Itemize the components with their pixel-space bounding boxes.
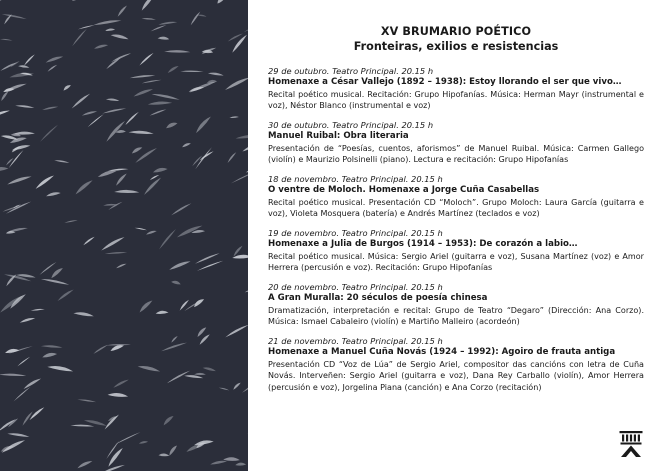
feather-shape [0,61,17,71]
feather-shape [190,11,201,26]
feather-shape [247,431,248,434]
feather-shape [194,373,206,375]
event-item [268,228,644,273]
feather-shape [78,24,95,29]
feather-shape [138,299,153,314]
event-date: 30 de outubro. Teatro Principal. 20.15 h [268,120,434,131]
feather-shape [81,110,97,116]
feather-shape [130,74,156,78]
feather-shape [45,55,63,64]
feather-shape [77,399,96,403]
feather-shape [170,202,191,216]
feather-shape [149,108,166,116]
feather-shape [34,174,54,190]
feather-shape [42,105,58,110]
event-date: 18 de novembro. Teatro Principal. 20.15 h [268,174,443,185]
feather-shape [11,143,30,151]
feather-shape [1,438,26,453]
event-title: Homenaxe a Julia de Burgos (1914 – 1953): De corazón a labio… [268,239,578,250]
feather-shape [108,168,129,171]
feather-shape [0,109,10,117]
feather-shape [4,273,32,282]
feather-shape [194,115,211,134]
event-date: 21 de novembro. Teatro Principal. 20.15 h [268,336,443,347]
feather-shape [41,277,70,285]
feather-shape [167,64,179,73]
event-description: Recital poético musical. Recitación: Grupo Hipofanías. Música: Herman Mayr (instrumental e voz), Néstor Blanco (instrumental e voz) [268,89,644,110]
feather-shape [6,226,28,233]
feather-shape [158,228,176,250]
feather-shape [18,64,30,68]
feather-shape [106,344,131,346]
feather-shape [9,60,19,68]
event-title: Homenaxe a César Vallejo (1892 – 1938): Estoy llorando el ser que vivo… [268,77,622,87]
feather-shape [0,418,16,432]
feather-shape [71,92,91,109]
event-title: A Gran Muralla: 20 séculos de poesía chinesa [268,293,488,304]
feather-shape [62,84,71,92]
feather-shape [47,64,58,72]
feather-shape [141,18,156,21]
page-subtitle: Fronteiras, exilios e resistencias [353,40,559,53]
feather-shape [199,150,214,161]
feather-shape [93,344,109,355]
event-description: Recital poético musical. Música: Sergio Ariel (guitarra e voz), Susana Martínez (voz) e Amor Herrera (percusión e voz). Recitación: Grupo Hipofanías [268,251,644,273]
feather-shape [115,431,141,444]
feather-shape [114,190,139,193]
feather-shape [150,24,166,32]
feather-shape [7,174,32,185]
event-description: Presentación de “Poesías, cuentos, aforismos” de Manuel Ruibal. Música: Carmen Gallego (violín) e Maurizio Polsinelli (piano). Lectura e recitación: Grupo Hipofanías [268,143,644,164]
feather-shape [128,130,153,135]
event-item [268,120,644,165]
feather-shape [181,142,191,148]
feather-shape [23,54,35,66]
event-title: Homenaxe a Manuel Cuña Novás (1924 – 1992): Agoiro de frauta antiga [268,347,616,358]
feather-shape [133,87,153,97]
feather-shape [87,114,104,128]
feather-pattern-svg [0,0,248,471]
feather-shape [70,424,94,426]
feather-shape [247,238,248,246]
feather-shape [227,151,237,163]
feather-shape [229,116,239,118]
feather-shape [0,0,8,10]
feather-shape [223,457,240,461]
feather-shape [19,316,35,323]
feather-shape [71,0,82,2]
feather-shape [0,373,26,376]
feather-shape [142,79,162,84]
feather-shape [106,446,123,467]
feather-shape [103,413,119,430]
feather-shape [73,311,94,317]
feather-shape [162,414,174,426]
feather-shape [116,263,127,269]
feather-shape [131,145,143,154]
feather-shape [235,134,248,139]
feather-shape [203,366,217,372]
feather-shape [152,92,181,100]
event-title: O ventre de Moloch. Homenaxe a Jorge Cuña Casabellas [268,185,540,196]
feather-shape [139,52,154,66]
feather-shape [110,33,129,40]
event-description: Recital poético musical. Presentación CD “Moloch”. Grupo Moloch: Laura García (guitarra e voz), Violeta Mosquera (batería) e Andrés Martínez (teclados e voz) [268,197,644,218]
feather-shape [111,52,132,62]
feather-shape [170,335,178,343]
feather-shape [196,326,207,338]
feather-pattern-illustration [0,0,248,471]
feather-shape [210,460,227,466]
feather-shape [93,19,121,26]
feather-shape [100,235,125,251]
feather-shape [244,287,248,293]
feather-shape [13,386,31,401]
feather-shape [39,124,58,142]
event-description: Dramatización, interpretación e recital: Grupo de Teatro “Degaro” (Dirección: Ana Corzo). Música: Ismael Cabaleiro (violín) e Martiño Malleiro (acordeón) [268,305,644,327]
feather-shape [139,440,149,444]
feather-shape [148,101,173,106]
feather-shape [242,143,248,153]
feather-shape [161,341,188,352]
feather-shape [166,369,190,383]
feather-shape [194,252,219,264]
feather-shape [164,50,190,53]
feather-shape [195,147,213,170]
feather-shape [47,364,73,372]
feather-shape [180,71,203,72]
feather-shape [235,462,246,466]
feather-shape [105,252,128,255]
feather-shape [64,220,78,224]
feather-shape [140,0,155,11]
feather-shape [108,392,129,397]
feather-shape [108,201,123,211]
feather-shape [23,377,42,390]
feather-shape [5,348,20,354]
feather-shape [231,171,248,184]
feather-shape [241,376,248,393]
feather-shape [115,172,128,186]
feather-shape [165,121,178,129]
feather-shape [225,323,248,337]
feather-shape [155,310,168,314]
feather-shape [0,38,13,41]
feather-shape [8,292,26,309]
feather-shape [8,149,24,168]
feather-shape [243,20,248,32]
event-item [268,336,644,392]
feather-shape [208,72,224,76]
event-item [268,66,644,111]
feather-shape [2,13,27,20]
feather-shape [42,352,58,359]
feather-shape [113,378,129,388]
feather-shape [116,4,127,17]
feather-shape [152,166,167,173]
feather-shape [135,227,148,231]
feather-shape [219,387,230,391]
feather-shape [245,163,248,173]
feather-shape [247,55,248,72]
feather-shape [54,159,69,163]
feather-shape [83,236,95,246]
venue-logo-svg [619,430,643,458]
feather-shape [71,28,87,46]
feather-shape [216,0,226,4]
feather-shape [158,453,169,456]
feather-shape [94,43,109,49]
feather-shape [105,28,115,31]
feather-shape [146,229,157,235]
feather-shape [171,280,181,286]
feather-shape [99,463,125,471]
feather-shape [124,111,139,125]
feather-shape [31,308,45,311]
page-title: XV BRUMARIO POÉTICO [380,25,532,38]
feather-shape [158,36,170,40]
feather-shape [41,345,63,349]
feather-shape [106,98,120,102]
event-date: 20 de novembro. Teatro Principal. 20.15 h [268,282,443,293]
feather-shape [17,356,30,367]
event-item [268,282,644,327]
program-content [268,24,644,402]
feather-shape [0,293,24,313]
feather-shape [158,21,177,25]
venue-logo-icon [619,430,643,458]
event-date: 19 de novembro. Teatro Principal. 20.15 h [268,228,443,239]
feather-shape [50,266,64,279]
feather-shape [231,33,248,53]
title-block [268,24,644,54]
feather-shape [137,364,160,372]
feather-shape [168,259,191,270]
feather-shape [7,432,29,438]
feather-shape [224,76,248,91]
feather-shape [46,191,61,197]
feather-shape [77,459,93,469]
feather-shape [201,46,217,54]
feather-shape [0,166,9,173]
feather-shape [232,381,241,390]
feather-shape [168,444,178,456]
event-title: Manuel Ruibal: Obra literaria [268,131,409,142]
feather-shape [5,157,14,166]
feather-shape [192,297,204,308]
feather-shape [102,107,126,114]
event-item [268,174,644,219]
feather-shape [15,104,34,108]
feather-shape [5,200,31,214]
feather-shape [56,288,74,301]
feather-shape [74,178,93,195]
event-description: Presentación CD “Voz de Lúa” de Sergio Ariel, compositor das cancións con letra de Cuña Novás. Interveñen: Sergio Ariel (guitarra e voz), Dana Rey Carballo (violín), Amor Herrera (percusión e voz), Jorgelina Piana (canción) e Ana Corzo (recitación) [268,359,644,392]
event-date: 29 de outubro. Teatro Principal. 20.15 h [268,66,434,76]
feather-shape [3,82,27,93]
